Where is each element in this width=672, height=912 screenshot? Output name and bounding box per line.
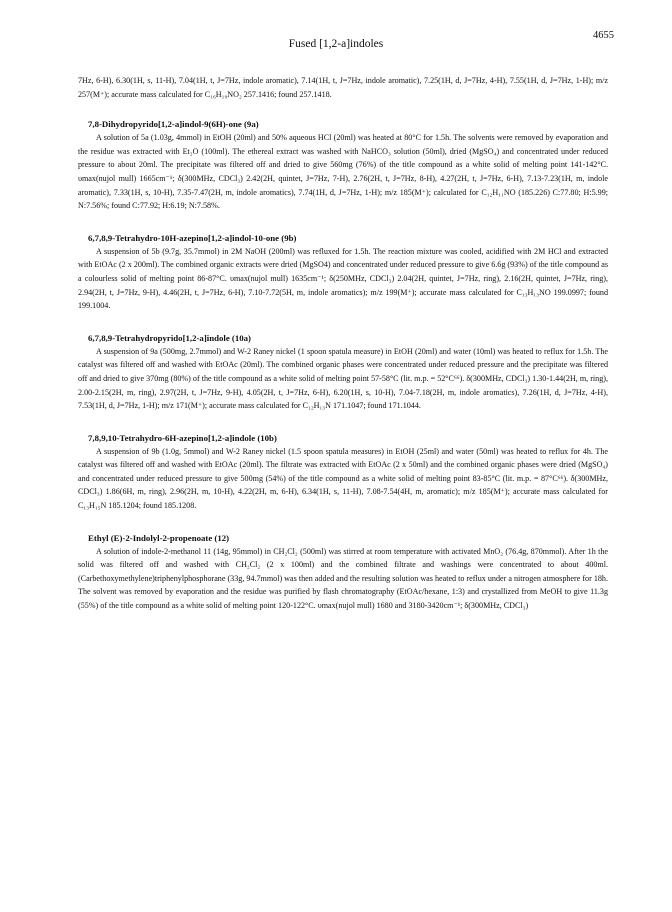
section-heading: 7,8,9,10-Tetrahydro-6H-azepino[1,2-a]indole (10b)	[88, 432, 277, 443]
section-heading: 6,7,8,9-Tetrahydropyrido[1,2-a]indole (10a)	[88, 332, 251, 343]
section-9a	[78, 117, 608, 213]
intro-paragraph: 7Hz, 6-H), 6.30(1H, s, 11-H), 7.04(1H, t, J=7Hz, indole aromatic), 7.14(1H, t, J=7Hz, indole aromatic), 7.25(1H, d, J=7Hz, 4-H), 7.55(1H, d, J=7Hz, 1-H); m/z 257(M⁺); accurate mass calculated for C₁₆H₁₉NO₂ 257.1416; found 257.1418.	[78, 76, 608, 99]
section-heading: 6,7,8,9-Tetrahydro-10H-azepino[1,2-a]indol-10-one (9b)	[88, 232, 297, 243]
section-paragraph: A suspension of 5b (9.7g, 35.7mmol) in 2M NaOH (200ml) was refluxed for 1.5h. The reaction mixture was cooled, acidified with 2M HCl and extracted with EtOAc (2 x 200ml). The combined organic extracts were dried (MgSO4) and concentrated under reduced pressure to give 6.6g (93%) of the title compound as a colourless solid of melting point 86-87°C. υmax(nujol mull) 1635cm⁻¹; δ(250MHz, CDCl₃) 2.04(2H, quintet, J=7Hz, ring), 2.16(2H, quintet, J=7Hz, ring), 2.94(2H, t, J=7Hz, 9-H), 4.46(2H, t, J=7Hz, 6-H), 7.10-7.72(5H, m, indole aromatics); m/z 199(M⁺); accurate mass calculated for C₁₃H₁₃NO 199.0997; found 199.1004.	[78, 246, 608, 311]
page-body	[78, 74, 608, 613]
section-paragraph: A suspension of 9b (1.0g, 5mmol) and W-2 Raney nickel (1.5 spoon spatula measures) in EtOH (25ml) and water (50ml) was heated to reflux for 4h. The catalyst was filtered off and washed with EtOAc (20ml). The filtrate was extracted with EtOAc (2 x 50ml) and the combined organic phases were dried (MgSO₄) and concentrated under reduced pressure to give 500mg (54%) of the title compound as a white solid of melting point 83-85°C (lit. m.p. = 87°C⁶⁶). δ(300MHz, CDCl₃) 1.86(6H, m, ring), 2.96(2H, m, 10-H), 4.22(2H, m, 6-H), 6.34(1H, s, 11-H), 7.08-7.54(4H, m, aromatic); m/z 185(M⁺); accurate mass calculated for C₁₃H₁₅N 185.1204; found 185.1208.	[78, 446, 608, 511]
section-10a	[78, 331, 608, 413]
section-12	[78, 531, 608, 613]
section-paragraph: A solution of indole-2-methanol 11 (14g, 95mmol) in CH₂Cl₂ (500ml) was stirred at room temperature with activated MnO₂ (76.4g, 870mmol). After 1h the solid was filtered off and washed with CH₂Cl₂ (2 x 100ml) and the combined filtrate and washings were concentrated to about 400ml. (Carbethoxymethylene)triphenylphosphorane (33g, 94.7mmol) was then added and the resulting solution was heated to reflux under a nitrogen atmosphere for 18h. The solvent was removed by evaporation and the residue was purified by flash chromatography (EtOAc/hexane, 1:3) and crystallized from MeOH to give 11.3g (55%) of the title compound as a white solid of melting point 120-122°C. υmax(nujol mull) 1680 and 3180-3420cm⁻¹; δ(300MHz, CDCl₃)	[78, 546, 608, 611]
page-header	[0, 30, 672, 50]
section-10b	[78, 431, 608, 513]
page-number: 4655	[593, 30, 614, 41]
section-paragraph: A solution of 5a (1.03g, 4mmol) in EtOH (20ml) and 50% aqueous HCl (20ml) was heated at 80°C for 1.5h. The solvents were removed by evaporation and the residue was extracted with Et₂O (100ml). The ethereal extract was washed with NaHCO₃ solution (50ml), dried (MgSO₄) and concentrated under reduced pressure to about 20ml. The precipitate was filtered off and dried to give 560mg (76%) of the title compound as a white solid of melting point 141-142°C. υmax(nujol mull) 1665cm⁻¹; δ(300MHz, CDCl₃) 2.42(2H, quintet, J=7Hz, 7-H), 2.76(2H, t, J=7Hz, 8-H), 4.27(2H, t, J=7Hz, 6-H), 7.13-7.23(1H, m, indole aromatic), 7.33(1H, s, 10-H), 7.35-7.47(2H, m, indole aromatics), 7.74(1H, d, J=7Hz, 1-H); m/z 185(M⁺); calculated for C₁₂H₁₁NO (185.226) C:77.80; H:5.99; N:7.56%; found C:77.92; H:6.19; N:7.58%.	[78, 133, 608, 211]
section-paragraph: A suspension of 9a (500mg, 2.7mmol) and W-2 Raney nickel (1 spoon spatula measure) in EtOH (20ml) and water (10ml) was heated to reflux for 1.5h. The catalyst was filtered off and washed with EtOAc (20ml). The combined organic phases were concentrated under reduced pressure and the precipitate was filtered off and dried to give 370mg (80%) of the title compound as a white solid of melting point 57-58°C (lit. m.p. = 52°C⁶⁶). δ(300MHz, CDCl₃) 1.30-1.44(2H, m, ring), 2.00-2.15(2H, m, ring), 2.97(2H, t, J=7Hz, 9-H), 4.05(2H, t, J=7Hz, 6-H), 6.20(1H, s, 10-H), 7.04-7.18(2H, m, indole aromatics), 7.26(1H, d, J=7Hz, 4-H), 7.53(1H, d, J=7Hz, 1-H); m/z 171(M⁺); accurate mass calculated for C₁₂H₁₃N 171.1047; found 171.1044.	[78, 346, 608, 411]
running-title: Fused [1,2-a]indoles	[288, 38, 384, 50]
section-heading: Ethyl (E)-2-Indolyl-2-propenoate (12)	[88, 532, 230, 543]
section-9b	[78, 231, 608, 313]
section-heading: 7,8-Dihydropyrido[1,2-a]indol-9(6H)-one (9a)	[88, 119, 259, 130]
